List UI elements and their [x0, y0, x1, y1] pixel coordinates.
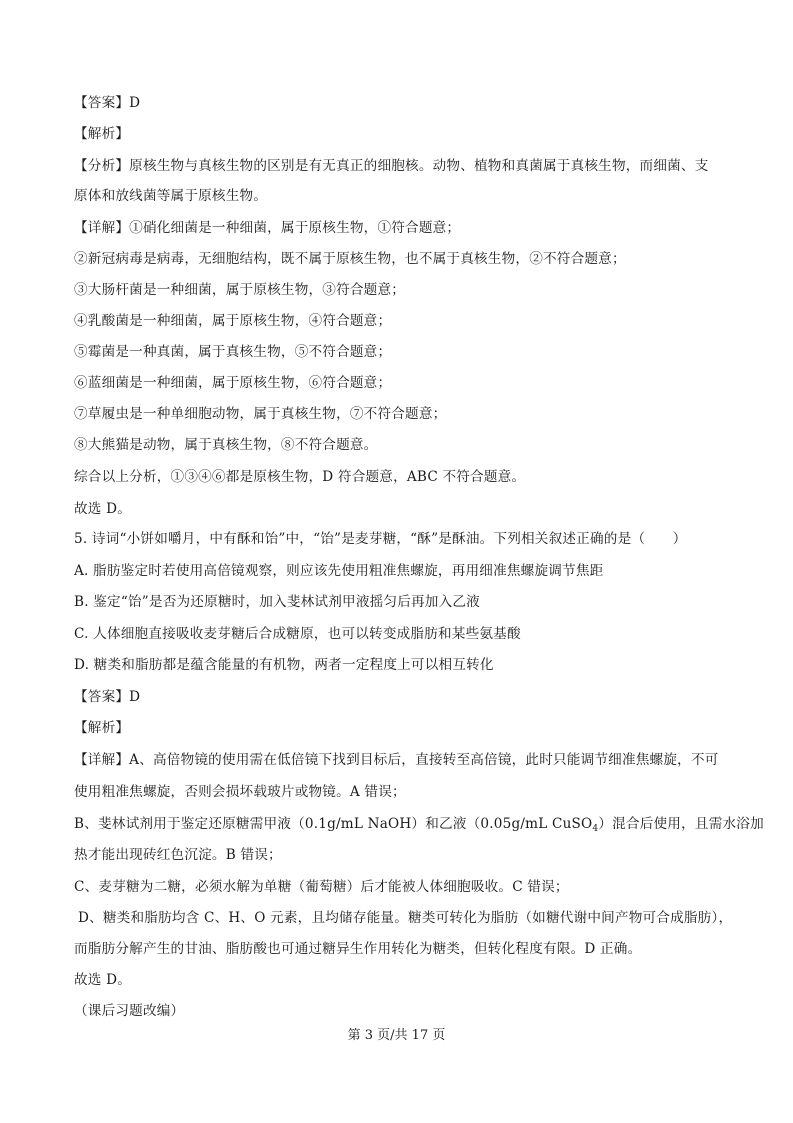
detail-item: 【详解】A、高倍物镜的使用需在低倍镜下找到目标后，直接转至高倍镜，此时只能调节细准焦螺旋，不可: [74, 752, 719, 768]
detail-item: 使用粗准焦螺旋，否则会损坏载玻片或物镜。A 错误；: [74, 784, 406, 800]
detail-item: ⑧大熊猫是动物，属于真核生物，⑧不符合题意。: [74, 437, 378, 453]
detail-item: ④乳酸菌是一种细菌，属于原核生物，④符合题意；: [74, 313, 392, 329]
detail-item: D、糖类和脂肪均含 C、H、O 元素，且均储存能量。糖类可转化为脂肪（如糖代谢中间产物可合成脂肪），: [78, 910, 733, 926]
option-c: C. 人体细胞直接吸收麦芽糖后合成糖原，也可以转变成脂肪和某些氨基酸: [74, 626, 521, 642]
detail-b-text: B、斐林试剂用于鉴定还原糖需甲液（0.1g/mL NaOH）和乙液（0.05g/mL CuSO: [74, 816, 593, 832]
analysis-header: 【解析】: [74, 126, 130, 142]
detail-b-text-cont: ）混合后使用，且需水浴加: [598, 816, 764, 832]
subscript: 4: [592, 824, 599, 834]
detail-item: ②新冠病毒是病毒，无细胞结构，既不属于原核生物，也不属于真核生物，②不符合题意；: [74, 251, 626, 267]
detail-item: ⑥蓝细菌是一种细菌，属于原核生物，⑥符合题意；: [74, 375, 392, 391]
analysis-text: 原体和放线菌等属于原核生物。: [74, 188, 268, 204]
answer-label: 【答案】D: [74, 95, 141, 111]
analysis-text: 【分析】原核生物与真核生物的区别是有无真正的细胞核。动物、植物和真菌属于真核生物，而细菌、支: [74, 158, 709, 174]
detail-item: ⑤霉菌是一种真菌，属于真核生物，⑤不符合题意；: [74, 344, 392, 360]
page-number: 第 3 页/共 17 页: [347, 1028, 446, 1043]
detail-item: C、麦芽糖为二糖，必须水解为单糖（葡萄糖）后才能被人体细胞吸收。C 错误；: [74, 879, 569, 895]
question-stem: 5. 诗词“小饼如嚼月，中有酥和饴”中，“饴”是麦芽糖，“酥”是酥油。下列相关叙述正确的是（ ）: [74, 531, 687, 547]
option-b: B. 鉴定“饴”是否为还原糖时，加入斐林试剂甲液摇匀后再加入乙液: [74, 594, 480, 610]
detail-item: 热才能出现砖红色沉淀。B 错误；: [74, 847, 282, 863]
detail-item: ③大肠杆菌是一种细菌，属于原核生物，③符合题意；: [74, 282, 406, 298]
answer-label: 【答案】D: [74, 689, 141, 705]
detail-item: ⑦草履虫是一种单细胞动物，属于真核生物，⑦不符合题意；: [74, 406, 447, 422]
analysis-header: 【解析】: [74, 720, 130, 736]
detail-item: 【详解】①硝化细菌是一种细菌，属于原核生物，①符合题意；: [74, 220, 461, 236]
summary-text: 综合以上分析，①③④⑥都是原核生物，D 符合题意，ABC 不符合题意。: [74, 469, 526, 485]
detail-item: 而脂肪分解产生的甘油、脂肪酸也可通过糖异生作用转化为糖类，但转化程度有限。D 正确。: [74, 941, 642, 957]
detail-item: [74, 814, 764, 839]
choice-text: 故选 D。: [74, 972, 132, 988]
option-a: A. 脂肪鉴定时若使用高倍镜观察，则应该先使用粗准焦螺旋，再用细准焦螺旋调节焦距: [74, 563, 604, 579]
option-d: D. 糖类和脂肪都是蕴含能量的有机物，两者一定程度上可以相互转化: [74, 657, 494, 673]
source-note: （课后习题改编）: [74, 1003, 185, 1019]
choice-text: 故选 D。: [74, 501, 132, 517]
